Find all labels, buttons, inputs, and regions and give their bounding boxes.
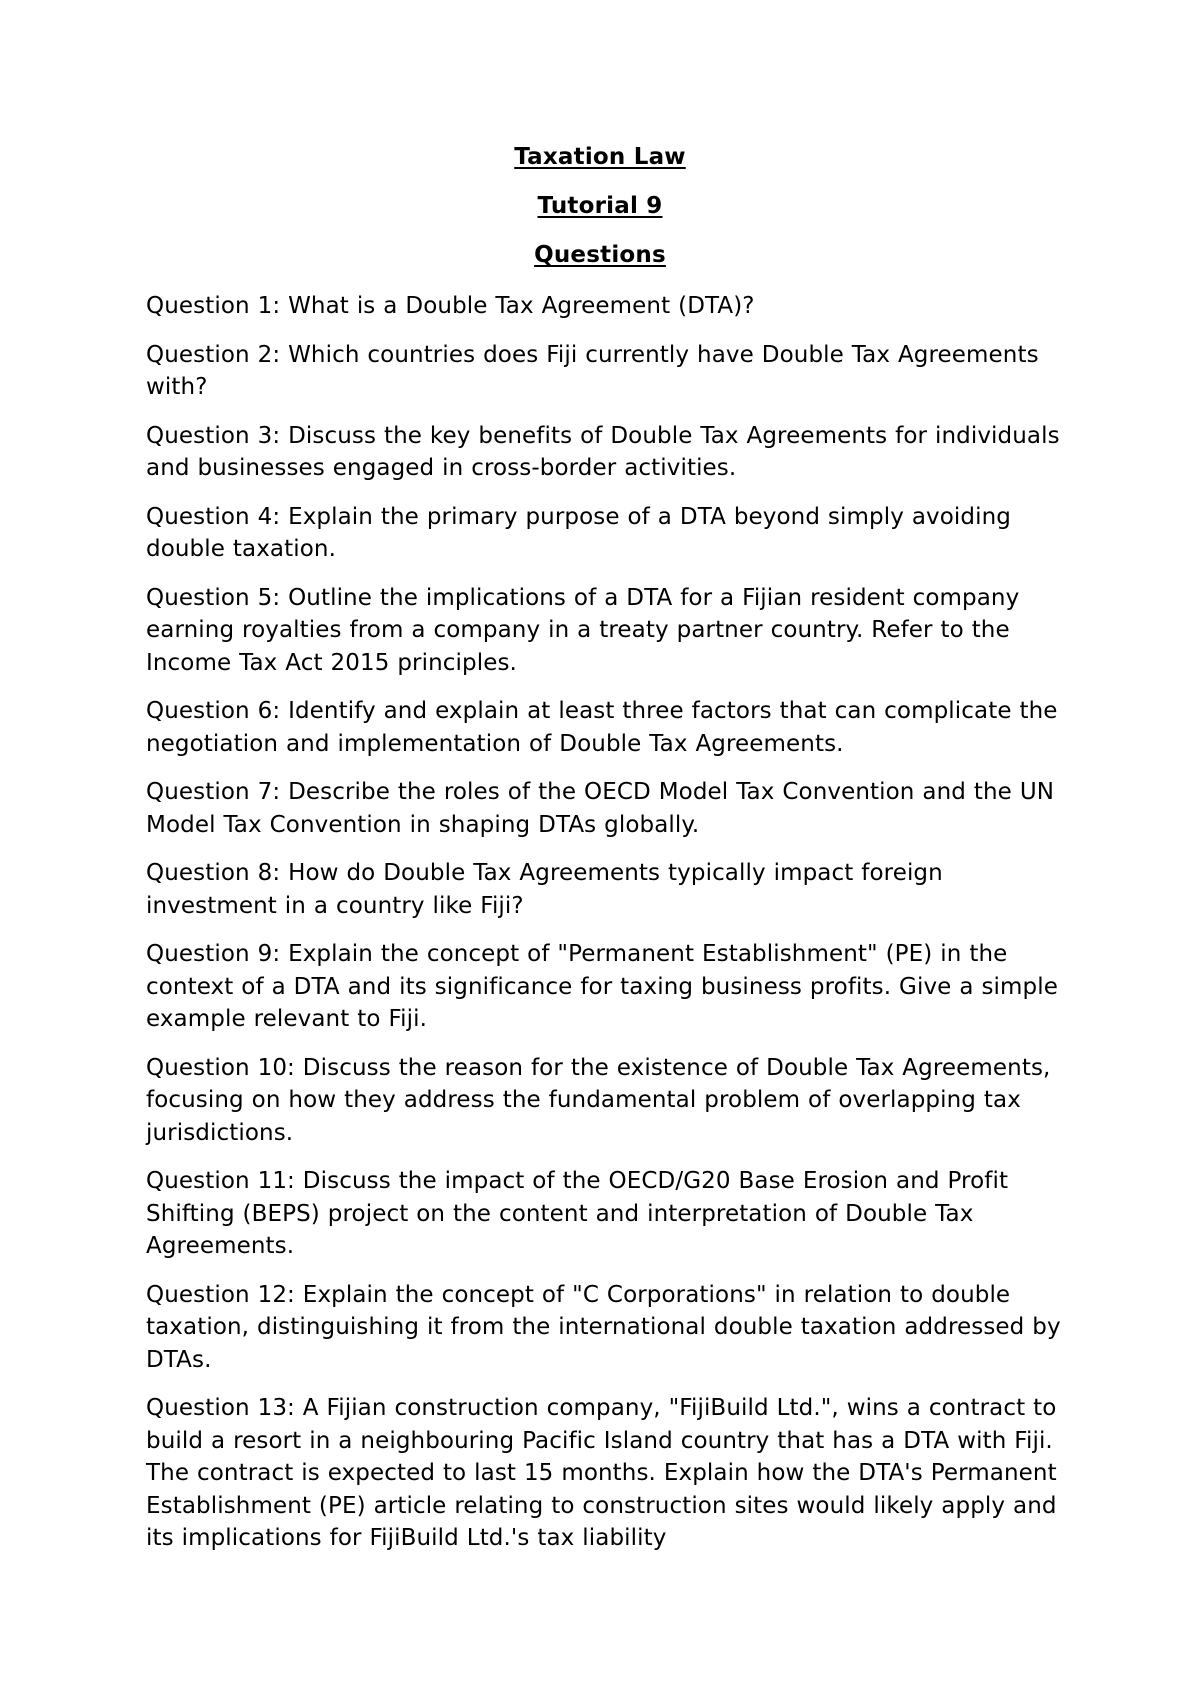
question-2: Question 2: Which countries does Fiji currently have Double Tax Agreements with? <box>146 341 1039 400</box>
question-13: Question 13: A Fijian construction company, "FijiBuild Ltd.", wins a contract to build a resort in a neighbouring Pacific Island country that has a DTA with Fiji. The contract is expected to last 15 months. Explain how the DTA's Permanent Establishment (PE) article relating to construction sites would likely apply and its implications for FijiBuild Ltd.'s tax liability <box>146 1395 1057 1551</box>
question-6: Question 6: Identify and explain at least three factors that can complicate the negotiation and implementation of Double Tax Agreements. <box>146 698 1058 757</box>
section-heading: Questions <box>534 242 666 268</box>
question-10: Question 10: Discuss the reason for the existence of Double Tax Agreements, focusing on how they address the fundamental problem of overlapping tax jurisdictions. <box>146 1054 1051 1146</box>
question-8: Question 8: How do Double Tax Agreements typically impact foreign investment in a country like Fiji? <box>146 860 943 919</box>
question-9: Question 9: Explain the concept of "Permanent Establishment" (PE) in the context of a DTA and its significance for taxing business profits. Give a simple example relevant to Fiji. <box>146 941 1058 1032</box>
tutorial-number: Tutorial 9 <box>537 193 663 219</box>
question-1: Question 1: What is a Double Tax Agreement (DTA)? <box>146 293 755 319</box>
question-4: Question 4: Explain the primary purpose of a DTA beyond simply avoiding double taxation. <box>146 503 1011 562</box>
question-12: Question 12: Explain the concept of "C Corporations" in relation to double taxation, distinguishing it from the international double taxation addressed by DTAs. <box>146 1281 1061 1373</box>
question-5: Question 5: Outline the implications of a DTA for a Fijian resident company earning royalties from a company in a treaty partner country. Refer to the Income Tax Act 2015 principles. <box>146 584 1020 676</box>
question-11: Question 11: Discuss the impact of the OECD/G20 Base Erosion and Profit Shifting (BEPS) project on the content and interpretation of Double Tax Agreements. <box>146 1168 1009 1259</box>
question-list <box>146 290 1066 1571</box>
question-3: Question 3: Discuss the key benefits of Double Tax Agreements for individuals and businesses engaged in cross-border activities. <box>146 422 1060 481</box>
document-header <box>0 141 1200 288</box>
document-title: Taxation Law <box>514 144 686 170</box>
question-7: Question 7: Describe the roles of the OECD Model Tax Convention and the UN Model Tax Convention in shaping DTAs globally. <box>146 779 1055 838</box>
